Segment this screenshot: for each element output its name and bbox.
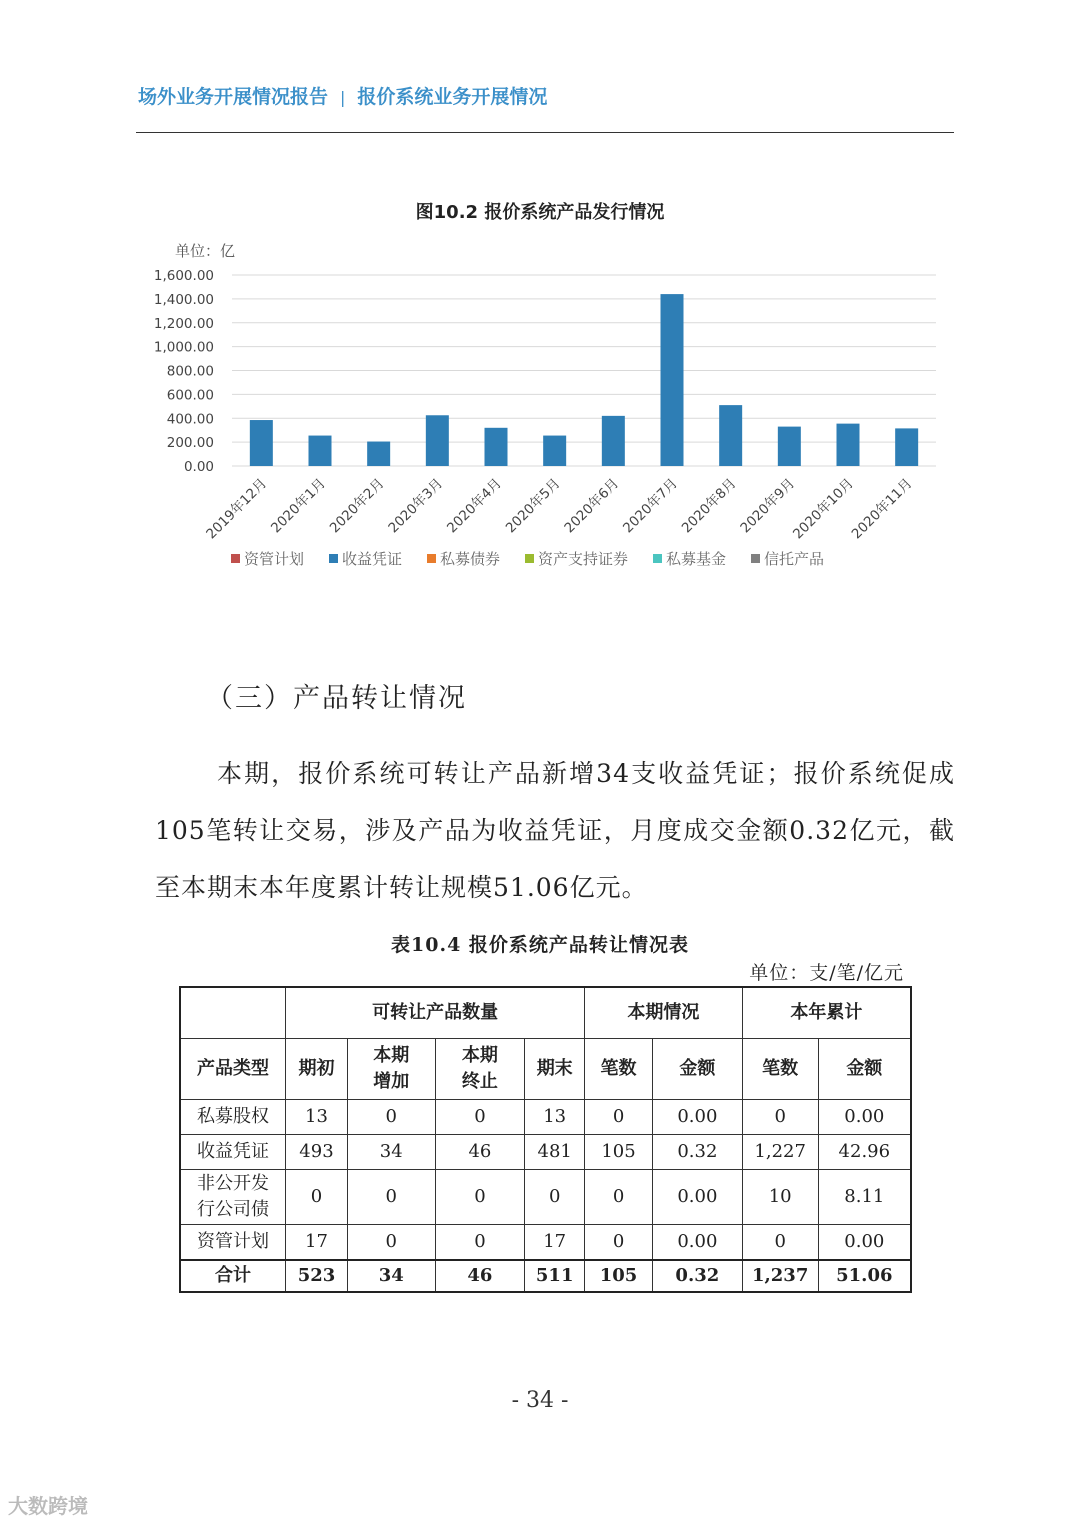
legend-label: 私募债券 (440, 550, 501, 568)
y-tick-label: 800.00 (166, 363, 214, 380)
cell: 0.00 (652, 1170, 742, 1225)
cell: 17 (286, 1225, 348, 1261)
cell: 0 (742, 1225, 818, 1261)
cell: 34 (347, 1260, 435, 1292)
cell: 13 (525, 1100, 585, 1135)
col-header-opening: 期初 (286, 1039, 348, 1100)
bar (367, 442, 390, 466)
cell: 0 (286, 1170, 348, 1225)
cell: 105 (585, 1260, 653, 1292)
cell: 46 (435, 1260, 525, 1292)
cell: 0 (347, 1225, 435, 1261)
bar (485, 428, 508, 466)
bar (602, 416, 625, 466)
cell: 17 (525, 1225, 585, 1261)
watermark: 大数跨境 (8, 1494, 88, 1518)
cell: 481 (525, 1135, 585, 1170)
cell: 523 (286, 1260, 348, 1292)
col-header-terminated: 本期 终止 (435, 1039, 525, 1100)
y-tick-label: 600.00 (166, 387, 214, 404)
legend-label: 资产支持证券 (538, 550, 629, 568)
bar (309, 436, 332, 466)
header-blank (180, 987, 286, 1039)
y-tick-label: 0.00 (183, 459, 214, 475)
x-tick-label: 2020年3月 (385, 475, 447, 537)
col-header-added: 本期 增加 (347, 1039, 435, 1100)
cell: 0 (347, 1170, 435, 1225)
col-header-amount-ytd: 金额 (818, 1039, 911, 1100)
bar (837, 424, 860, 466)
legend-swatch (231, 554, 240, 563)
legend-swatch (525, 554, 534, 563)
cell: 105 (585, 1135, 653, 1170)
table-total-row (180, 1260, 911, 1292)
header-section-title: 报价系统业务开展情况 (357, 86, 548, 108)
header-separator: | (340, 88, 346, 107)
legend-swatch (653, 554, 662, 563)
bar (778, 427, 801, 466)
table-row (180, 1170, 911, 1225)
table-title: 表10.4 报价系统产品转让情况表 (391, 934, 689, 956)
row-type: 合计 (180, 1260, 286, 1292)
bar-chart (0, 0, 1080, 600)
x-tick-label: 2020年6月 (561, 475, 623, 537)
table-header-row-1 (180, 987, 911, 1039)
cell: 0 (525, 1170, 585, 1225)
group-header-transferable: 可转让产品数量 (286, 987, 585, 1039)
y-tick-label: 1,000.00 (153, 339, 214, 356)
y-tick-label: 1,600.00 (153, 268, 214, 284)
x-tick-label: 2020年7月 (620, 475, 681, 537)
cell: 511 (525, 1260, 585, 1292)
cell: 0 (435, 1225, 525, 1261)
col-header-count-current: 笔数 (585, 1039, 653, 1100)
cell: 0.00 (652, 1225, 742, 1261)
cell: 0 (585, 1225, 653, 1261)
cell: 1,227 (742, 1135, 818, 1170)
cell: 0 (347, 1100, 435, 1135)
y-tick-label: 400.00 (166, 411, 214, 428)
cell: 34 (347, 1135, 435, 1170)
cell: 46 (435, 1135, 525, 1170)
cell: 51.06 (818, 1260, 911, 1292)
body-paragraph (155, 745, 955, 916)
table-row (180, 1135, 911, 1170)
row-type: 非公开发 行公司债 (180, 1170, 286, 1225)
cell: 0 (585, 1170, 653, 1225)
x-tick-label: 2020年11月 (848, 475, 916, 543)
x-tick-label: 2020年10月 (789, 475, 857, 543)
group-header-current: 本期情况 (585, 987, 743, 1039)
x-tick-label: 2020年1月 (268, 475, 329, 537)
cell: 1,237 (742, 1260, 818, 1292)
y-unit-label: 单位：亿 (175, 242, 236, 260)
paragraph-text: 本期，报价系统可转让产品新增34支收益凭证；报价系统促成105笔转让交易，涉及产品为收益凭证，月度成交金额0.32亿元，截至本期末本年度累计转让规模51.06亿元。 (155, 759, 955, 902)
cell: 0.00 (818, 1100, 911, 1135)
y-tick-label: 200.00 (166, 435, 214, 452)
cell: 493 (286, 1135, 348, 1170)
col-header-type: 产品类型 (180, 1039, 286, 1100)
x-tick-label: 2020年9月 (737, 475, 799, 537)
cell: 0.32 (652, 1135, 742, 1170)
bar (719, 405, 742, 466)
cell: 0 (435, 1170, 525, 1225)
legend-swatch (427, 554, 436, 563)
legend-label: 信托产品 (764, 550, 825, 568)
table-unit: 单位：支/笔/亿元 (749, 962, 904, 984)
cell: 8.11 (818, 1170, 911, 1225)
legend-swatch (751, 554, 760, 563)
y-tick-label: 1,200.00 (153, 315, 214, 332)
legend-swatch (329, 554, 338, 563)
figure-title: 图10.2 报价系统产品发行情况 (415, 202, 665, 223)
bar (250, 420, 273, 466)
header-report-title: 场外业务开展情况报告 (138, 86, 329, 108)
col-header-amount-current: 金额 (652, 1039, 742, 1100)
group-header-ytd: 本年累计 (742, 987, 911, 1039)
table-header-row-2 (180, 1039, 911, 1100)
bar (543, 436, 566, 466)
table-row (180, 1225, 911, 1261)
bar (426, 415, 449, 466)
row-type: 收益凭证 (180, 1135, 286, 1170)
cell: 0.00 (818, 1225, 911, 1261)
row-type: 私募股权 (180, 1100, 286, 1135)
table-row (180, 1100, 911, 1135)
cell: 42.96 (818, 1135, 911, 1170)
bar (661, 294, 684, 466)
page-number: - 34 - (511, 1388, 569, 1413)
cell: 0 (435, 1100, 525, 1135)
x-tick-label: 2020年4月 (444, 475, 505, 537)
legend-label: 资管计划 (244, 550, 305, 568)
cell: 10 (742, 1170, 818, 1225)
x-tick-label: 2020年2月 (326, 475, 388, 537)
legend-label: 收益凭证 (342, 550, 403, 568)
bar (895, 428, 918, 466)
cell: 0 (585, 1100, 653, 1135)
cell: 0.00 (652, 1100, 742, 1135)
col-header-closing: 期末 (525, 1039, 585, 1100)
cell: 13 (286, 1100, 348, 1135)
y-tick-label: 1,400.00 (153, 291, 214, 308)
cell: 0 (742, 1100, 818, 1135)
row-type: 资管计划 (180, 1225, 286, 1261)
cell: 0.32 (652, 1260, 742, 1292)
transfer-table (179, 986, 912, 1293)
col-header-count-ytd: 笔数 (742, 1039, 818, 1100)
x-tick-label: 2020年8月 (678, 475, 740, 537)
legend-label: 私募基金 (666, 550, 727, 568)
x-tick-label: 2019年12月 (203, 475, 271, 543)
section-heading: （三）产品转让情况 (206, 683, 467, 714)
x-tick-label: 2020年5月 (502, 475, 564, 537)
